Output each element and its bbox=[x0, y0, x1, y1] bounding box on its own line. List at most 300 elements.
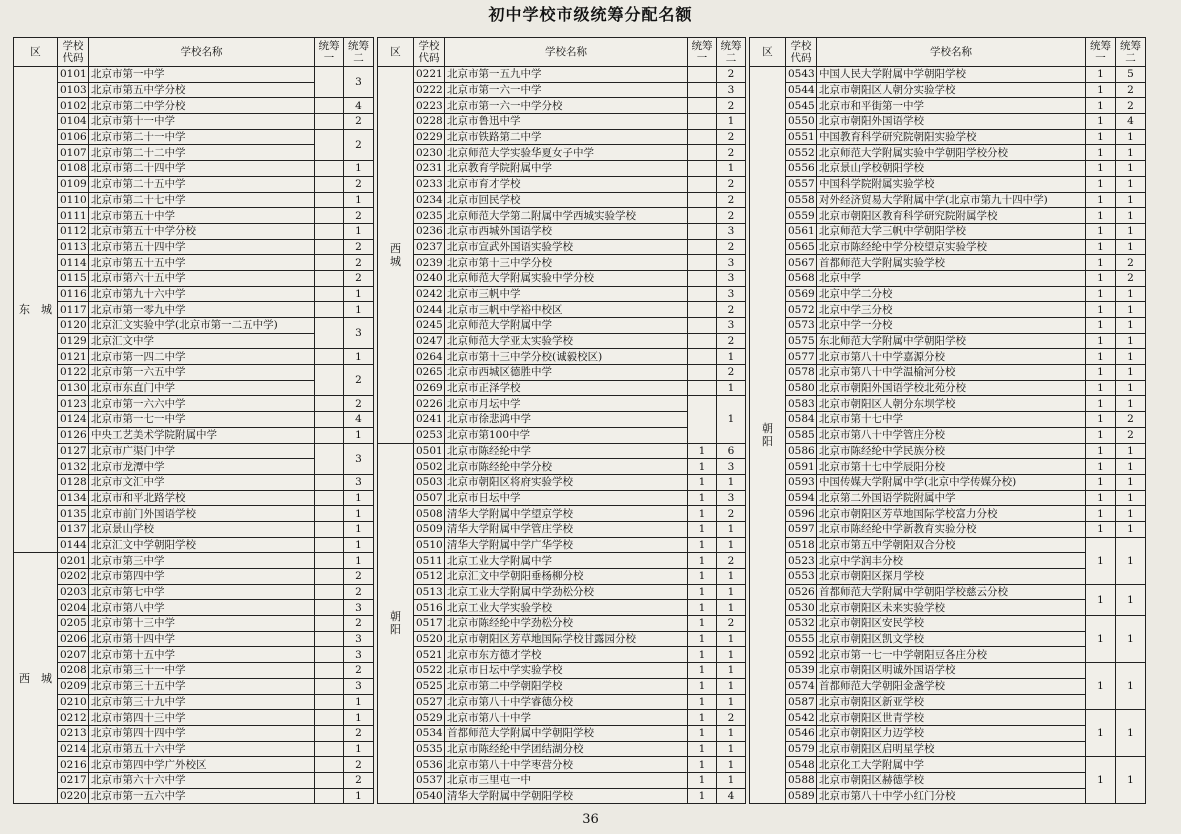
page-number: 36 bbox=[582, 812, 599, 827]
table-row bbox=[378, 553, 746, 569]
school-code: 0216 bbox=[58, 757, 89, 773]
school-name: 北京市第十一中学 bbox=[89, 114, 315, 130]
school-name: 北京市日坛中学实验学校 bbox=[445, 663, 688, 679]
quota-2-cell: 3 bbox=[717, 82, 746, 98]
table-row bbox=[378, 333, 746, 349]
school-code: 0217 bbox=[58, 772, 89, 788]
school-name: 北京市三帆中学 bbox=[445, 286, 688, 302]
school-name: 北京市第八十中学温榆河分校 bbox=[817, 365, 1086, 381]
table-row bbox=[378, 223, 746, 239]
school-code: 0269 bbox=[414, 380, 445, 396]
quota-1-cell: 1 bbox=[1086, 365, 1116, 381]
school-code: 0128 bbox=[58, 474, 89, 490]
school-code: 0548 bbox=[786, 757, 817, 773]
quota-1-cell bbox=[688, 239, 717, 255]
school-code: 0526 bbox=[786, 584, 817, 600]
quota-2-cell: 1 bbox=[1116, 318, 1146, 334]
school-code: 0132 bbox=[58, 459, 89, 475]
table-row bbox=[378, 600, 746, 616]
school-code: 0120 bbox=[58, 318, 89, 334]
table-row bbox=[750, 443, 1146, 459]
school-code: 0203 bbox=[58, 584, 89, 600]
quota-2-cell: 2 bbox=[344, 584, 374, 600]
table-row bbox=[378, 270, 746, 286]
table-row bbox=[14, 302, 374, 318]
quota-2-cell: 1 bbox=[717, 396, 746, 443]
quota-2-cell: 2 bbox=[1116, 427, 1146, 443]
school-code: 0591 bbox=[786, 459, 817, 475]
table-row bbox=[14, 584, 374, 600]
quota-2-cell: 1 bbox=[717, 349, 746, 365]
table-row bbox=[750, 67, 1146, 83]
school-code: 0558 bbox=[786, 192, 817, 208]
school-code: 0530 bbox=[786, 600, 817, 616]
quota-2-cell: 2 bbox=[344, 772, 374, 788]
quota-1-cell bbox=[688, 176, 717, 192]
school-code: 0523 bbox=[786, 553, 817, 569]
quota-1-cell: 1 bbox=[688, 459, 717, 475]
table-row bbox=[378, 474, 746, 490]
school-code: 0114 bbox=[58, 255, 89, 271]
quota-2-cell: 4 bbox=[344, 412, 374, 428]
quota-1-cell bbox=[315, 584, 344, 600]
school-name: 北京师范大学实验华夏女子中学 bbox=[445, 145, 688, 161]
quota-1-cell bbox=[315, 788, 344, 804]
school-name: 清华大学附属中学望京学校 bbox=[445, 506, 688, 522]
school-name: 北京市第一六六中学 bbox=[89, 396, 315, 412]
school-name: 中央工艺美术学院附属中学 bbox=[89, 427, 315, 443]
quota-1-cell: 1 bbox=[1086, 459, 1116, 475]
quota-2-cell: 1 bbox=[1116, 757, 1146, 804]
quota-1-cell: 1 bbox=[1086, 757, 1116, 804]
quota-1-cell: 1 bbox=[1086, 412, 1116, 428]
table-row bbox=[750, 114, 1146, 130]
quota-2-cell: 1 bbox=[1116, 710, 1146, 757]
school-name: 北京师范大学附属实验中学分校 bbox=[445, 270, 688, 286]
school-code: 0577 bbox=[786, 349, 817, 365]
school-name: 北京市龙潭中学 bbox=[89, 459, 315, 475]
school-name: 北京市和平北路学校 bbox=[89, 490, 315, 506]
quota-2-cell: 2 bbox=[1116, 82, 1146, 98]
school-name: 北京市东方德才学校 bbox=[445, 647, 688, 663]
header-quota-2 bbox=[717, 38, 746, 67]
school-code: 0223 bbox=[414, 98, 445, 114]
school-name: 北京中学润丰分校 bbox=[817, 553, 1086, 569]
school-code: 0588 bbox=[786, 772, 817, 788]
table-row bbox=[378, 396, 746, 412]
school-code: 0109 bbox=[58, 176, 89, 192]
header-quota-1 bbox=[315, 38, 344, 67]
school-code: 0115 bbox=[58, 270, 89, 286]
school-code: 0231 bbox=[414, 161, 445, 177]
quota-2-cell: 1 bbox=[1116, 537, 1146, 584]
school-name: 北京市第二中学分校 bbox=[89, 98, 315, 114]
header-district: 区 bbox=[750, 38, 786, 67]
table-row bbox=[750, 537, 1146, 553]
district-cell: 西 城 bbox=[378, 67, 414, 444]
table-row bbox=[14, 490, 374, 506]
school-name: 北京市第三十五中学 bbox=[89, 678, 315, 694]
quota-2-cell: 2 bbox=[717, 710, 746, 726]
quota-1-cell bbox=[315, 616, 344, 632]
table-row bbox=[14, 521, 374, 537]
table-row bbox=[750, 302, 1146, 318]
school-name: 北京市朝阳区人朝分实验学校 bbox=[817, 82, 1086, 98]
quota-1-cell: 1 bbox=[1086, 270, 1116, 286]
table-row bbox=[378, 678, 746, 694]
school-name: 北京市三里屯一中 bbox=[445, 772, 688, 788]
quota-1-cell: 1 bbox=[688, 569, 717, 585]
table-row bbox=[378, 506, 746, 522]
table-row bbox=[14, 129, 374, 145]
header-line: 一 bbox=[1095, 52, 1106, 64]
quota-1-cell bbox=[315, 506, 344, 522]
quota-1-cell bbox=[688, 98, 717, 114]
table-row bbox=[378, 239, 746, 255]
table-row bbox=[378, 631, 746, 647]
quota-1-cell: 1 bbox=[1086, 239, 1116, 255]
header-code bbox=[58, 38, 89, 67]
header-line: 一 bbox=[696, 52, 708, 64]
quota-2-cell: 1 bbox=[1116, 302, 1146, 318]
school-code: 0527 bbox=[414, 694, 445, 710]
school-name: 北京市第十四中学 bbox=[89, 631, 315, 647]
quota-2-cell: 2 bbox=[344, 239, 374, 255]
school-code: 0525 bbox=[414, 678, 445, 694]
school-code: 0507 bbox=[414, 490, 445, 506]
quota-2-cell: 1 bbox=[1116, 161, 1146, 177]
quota-2-cell: 2 bbox=[717, 67, 746, 83]
table-row bbox=[14, 161, 374, 177]
quota-2-cell: 6 bbox=[717, 443, 746, 459]
school-code: 0593 bbox=[786, 474, 817, 490]
school-code: 0580 bbox=[786, 380, 817, 396]
quota-2-cell: 5 bbox=[1116, 67, 1146, 83]
table-row bbox=[14, 67, 374, 83]
school-name: 北京市第九十六中学 bbox=[89, 286, 315, 302]
header-quota-2 bbox=[1116, 38, 1146, 67]
table-row bbox=[378, 380, 746, 396]
quota-2-cell: 2 bbox=[717, 239, 746, 255]
header-line: 统筹 bbox=[1120, 40, 1141, 52]
school-code: 0229 bbox=[414, 129, 445, 145]
table-row bbox=[378, 788, 746, 804]
school-name: 北京市第四中学 bbox=[89, 569, 315, 585]
quota-2-cell: 1 bbox=[717, 694, 746, 710]
school-name: 北京市日坛中学 bbox=[445, 490, 688, 506]
quota-2-cell: 1 bbox=[1116, 192, 1146, 208]
school-code: 0103 bbox=[58, 82, 89, 98]
school-code: 0130 bbox=[58, 380, 89, 396]
quota-1-cell bbox=[315, 161, 344, 177]
school-name: 北京市第二十一中学 bbox=[89, 129, 315, 145]
table-row bbox=[14, 694, 374, 710]
school-code: 0512 bbox=[414, 569, 445, 585]
school-code: 0111 bbox=[58, 208, 89, 224]
quota-2-cell: 2 bbox=[344, 129, 374, 160]
school-name: 首都师范大学朝阳金盏学校 bbox=[817, 678, 1086, 694]
quota-2-cell: 1 bbox=[1116, 176, 1146, 192]
table-row bbox=[750, 255, 1146, 271]
quota-2-cell: 2 bbox=[717, 553, 746, 569]
header-quota-1 bbox=[1086, 38, 1116, 67]
quota-1-cell: 1 bbox=[1086, 474, 1116, 490]
table-row bbox=[378, 161, 746, 177]
school-name: 北京市第五十中学分校 bbox=[89, 223, 315, 239]
table-row bbox=[750, 239, 1146, 255]
quota-2-cell: 1 bbox=[1116, 208, 1146, 224]
quota-1-cell: 1 bbox=[1086, 396, 1116, 412]
quota-2-cell: 2 bbox=[717, 506, 746, 522]
table-row bbox=[378, 318, 746, 334]
quota-2-cell: 1 bbox=[717, 380, 746, 396]
quota-1-cell bbox=[688, 129, 717, 145]
quota-2-cell: 2 bbox=[717, 208, 746, 224]
school-code: 0210 bbox=[58, 694, 89, 710]
school-code: 0122 bbox=[58, 365, 89, 381]
school-name: 中国教育科学研究院朝阳实验学校 bbox=[817, 129, 1086, 145]
school-name: 北京师范大学附属中学 bbox=[445, 318, 688, 334]
quota-1-cell: 1 bbox=[1086, 333, 1116, 349]
school-code: 0206 bbox=[58, 631, 89, 647]
school-name: 北京景山学校 bbox=[89, 521, 315, 537]
quota-1-cell: 1 bbox=[1086, 318, 1116, 334]
school-name: 中国人民大学附属中学朝阳学校 bbox=[817, 67, 1086, 83]
school-name: 北京市陈经纶中学 bbox=[445, 443, 688, 459]
table-row bbox=[750, 286, 1146, 302]
quota-2-cell: 1 bbox=[1116, 365, 1146, 381]
school-code: 0594 bbox=[786, 490, 817, 506]
header-line: 代码 bbox=[62, 52, 84, 64]
table-row bbox=[14, 270, 374, 286]
table-row bbox=[378, 694, 746, 710]
quota-1-cell bbox=[315, 427, 344, 443]
school-code: 0592 bbox=[786, 647, 817, 663]
table-row bbox=[750, 490, 1146, 506]
quota-1-cell bbox=[315, 176, 344, 192]
quota-2-cell: 2 bbox=[1116, 255, 1146, 271]
table-row bbox=[750, 616, 1146, 632]
quota-1-cell bbox=[688, 270, 717, 286]
quota-2-cell: 3 bbox=[344, 67, 374, 98]
school-code: 0116 bbox=[58, 286, 89, 302]
quota-1-cell bbox=[315, 537, 344, 553]
quota-2-cell: 2 bbox=[717, 616, 746, 632]
header-line: 二 bbox=[1125, 52, 1136, 64]
table-row bbox=[750, 223, 1146, 239]
allocation-table-middle bbox=[377, 37, 746, 804]
school-name: 对外经济贸易大学附属中学(北京市第九十四中学) bbox=[817, 192, 1086, 208]
school-code: 0542 bbox=[786, 710, 817, 726]
table-row bbox=[378, 741, 746, 757]
quota-2-cell: 4 bbox=[717, 788, 746, 804]
quota-1-cell: 1 bbox=[1086, 129, 1116, 145]
school-code: 0587 bbox=[786, 694, 817, 710]
quota-2-cell: 4 bbox=[344, 98, 374, 114]
school-code: 0237 bbox=[414, 239, 445, 255]
quota-1-cell bbox=[315, 569, 344, 585]
school-code: 0510 bbox=[414, 537, 445, 553]
school-name: 北京中学 bbox=[817, 270, 1086, 286]
school-code: 0241 bbox=[414, 412, 445, 428]
quota-2-cell: 1 bbox=[717, 663, 746, 679]
quota-1-cell: 1 bbox=[1086, 192, 1116, 208]
school-name: 北京市朝阳区启明星学校 bbox=[817, 741, 1086, 757]
table-row bbox=[750, 474, 1146, 490]
quota-1-cell bbox=[315, 694, 344, 710]
table-row bbox=[14, 176, 374, 192]
quota-1-cell bbox=[315, 600, 344, 616]
quota-2-cell: 1 bbox=[717, 725, 746, 741]
school-code: 0597 bbox=[786, 521, 817, 537]
district-cell: 东 城 bbox=[14, 67, 58, 553]
table-row bbox=[750, 365, 1146, 381]
header-line: 统筹 bbox=[1090, 40, 1111, 52]
school-name: 北京市第十三中学分校(诚毅校区) bbox=[445, 349, 688, 365]
quota-2-cell: 3 bbox=[344, 318, 374, 349]
quota-2-cell: 2 bbox=[717, 365, 746, 381]
quota-2-cell: 1 bbox=[717, 114, 746, 130]
table-row bbox=[378, 286, 746, 302]
school-name: 首都师范大学附属中学朝阳学校 bbox=[445, 725, 688, 741]
header-line: 学校 bbox=[62, 40, 84, 52]
school-name: 北京市第八十中学枣营分校 bbox=[445, 757, 688, 773]
table-row bbox=[750, 427, 1146, 443]
header-quota-1 bbox=[688, 38, 717, 67]
table-row bbox=[378, 176, 746, 192]
school-code: 0247 bbox=[414, 333, 445, 349]
school-code: 0208 bbox=[58, 663, 89, 679]
table-row bbox=[14, 208, 374, 224]
school-name: 中国传媒大学附属中学(北京中学传媒分校) bbox=[817, 474, 1086, 490]
header-line: 代码 bbox=[418, 52, 440, 64]
school-name: 北京市陈经纶中学劲松分校 bbox=[445, 616, 688, 632]
quota-1-cell bbox=[688, 396, 717, 443]
quota-1-cell bbox=[315, 490, 344, 506]
school-name: 北京市鲁迅中学 bbox=[445, 114, 688, 130]
quota-2-cell: 2 bbox=[717, 129, 746, 145]
quota-2-cell: 1 bbox=[717, 600, 746, 616]
table-row bbox=[14, 98, 374, 114]
quota-1-cell bbox=[688, 114, 717, 130]
school-name: 北京市前门外国语学校 bbox=[89, 506, 315, 522]
table-row bbox=[750, 318, 1146, 334]
quota-2-cell: 3 bbox=[717, 459, 746, 475]
quota-1-cell bbox=[315, 318, 344, 349]
table-row bbox=[378, 490, 746, 506]
quota-1-cell bbox=[315, 521, 344, 537]
table-row bbox=[750, 584, 1146, 600]
school-name: 首都师范大学附属实验学校 bbox=[817, 255, 1086, 271]
quota-1-cell bbox=[688, 349, 717, 365]
school-code: 0537 bbox=[414, 772, 445, 788]
quota-2-cell: 2 bbox=[344, 114, 374, 130]
quota-1-cell: 1 bbox=[688, 631, 717, 647]
school-name: 北京市朝阳区将府实验学校 bbox=[445, 474, 688, 490]
school-name: 北京市朝阳区凯文学校 bbox=[817, 631, 1086, 647]
school-code: 0522 bbox=[414, 663, 445, 679]
school-code: 0502 bbox=[414, 459, 445, 475]
table-row bbox=[750, 663, 1146, 679]
quota-2-cell: 2 bbox=[717, 98, 746, 114]
table-row bbox=[750, 757, 1146, 773]
quota-1-cell bbox=[688, 208, 717, 224]
table-row bbox=[378, 647, 746, 663]
table-row bbox=[378, 82, 746, 98]
school-name: 北京工业大学实验学校 bbox=[445, 600, 688, 616]
table-row bbox=[750, 521, 1146, 537]
school-name: 北京市陈经纶中学民族分校 bbox=[817, 443, 1086, 459]
quota-1-cell bbox=[688, 365, 717, 381]
header-line: 二 bbox=[725, 52, 737, 64]
quota-2-cell: 1 bbox=[344, 349, 374, 365]
quota-2-cell: 3 bbox=[717, 223, 746, 239]
quota-2-cell: 2 bbox=[717, 302, 746, 318]
quota-1-cell: 1 bbox=[688, 553, 717, 569]
quota-2-cell: 2 bbox=[717, 333, 746, 349]
school-name: 北京市第三中学 bbox=[89, 553, 315, 569]
quota-2-cell: 2 bbox=[344, 208, 374, 224]
school-code: 0137 bbox=[58, 521, 89, 537]
quota-1-cell: 1 bbox=[688, 584, 717, 600]
school-code: 0201 bbox=[58, 553, 89, 569]
quota-2-cell: 1 bbox=[1116, 333, 1146, 349]
school-code: 0596 bbox=[786, 506, 817, 522]
school-name: 北京市陈经纶中学分校 bbox=[445, 459, 688, 475]
table-row bbox=[378, 349, 746, 365]
quota-2-cell: 1 bbox=[1116, 223, 1146, 239]
quota-1-cell bbox=[315, 67, 344, 98]
table-row bbox=[378, 459, 746, 475]
quota-1-cell bbox=[688, 67, 717, 83]
quota-1-cell bbox=[315, 741, 344, 757]
quota-1-cell bbox=[315, 553, 344, 569]
school-code: 0567 bbox=[786, 255, 817, 271]
quota-1-cell bbox=[688, 223, 717, 239]
header-code bbox=[414, 38, 445, 67]
quota-2-cell: 1 bbox=[344, 490, 374, 506]
school-code: 0213 bbox=[58, 725, 89, 741]
school-code: 0543 bbox=[786, 67, 817, 83]
table-row bbox=[378, 757, 746, 773]
table-row bbox=[378, 443, 746, 459]
school-name: 北京市朝阳区力迈学校 bbox=[817, 725, 1086, 741]
table-row bbox=[378, 145, 746, 161]
school-code: 0534 bbox=[414, 725, 445, 741]
school-name: 北京工业大学附属中学 bbox=[445, 553, 688, 569]
school-name: 北京中学二分校 bbox=[817, 286, 1086, 302]
table-row bbox=[14, 788, 374, 804]
school-name: 北京市文汇中学 bbox=[89, 474, 315, 490]
quota-2-cell: 1 bbox=[1116, 443, 1146, 459]
school-name: 北京市东直门中学 bbox=[89, 380, 315, 396]
quota-1-cell: 1 bbox=[688, 616, 717, 632]
quota-1-cell bbox=[315, 396, 344, 412]
school-code: 0503 bbox=[414, 474, 445, 490]
school-code: 0236 bbox=[414, 223, 445, 239]
school-name: 北京市朝阳区安民学校 bbox=[817, 616, 1086, 632]
quota-2-cell: 1 bbox=[717, 631, 746, 647]
school-code: 0121 bbox=[58, 349, 89, 365]
school-name: 北京师范大学第二附属中学西城实验学校 bbox=[445, 208, 688, 224]
quota-2-cell: 2 bbox=[344, 176, 374, 192]
table-row bbox=[14, 631, 374, 647]
table-row bbox=[750, 145, 1146, 161]
header-quota-2 bbox=[344, 38, 374, 67]
quota-1-cell: 1 bbox=[688, 600, 717, 616]
quota-1-cell bbox=[688, 333, 717, 349]
quota-2-cell: 1 bbox=[1116, 663, 1146, 710]
